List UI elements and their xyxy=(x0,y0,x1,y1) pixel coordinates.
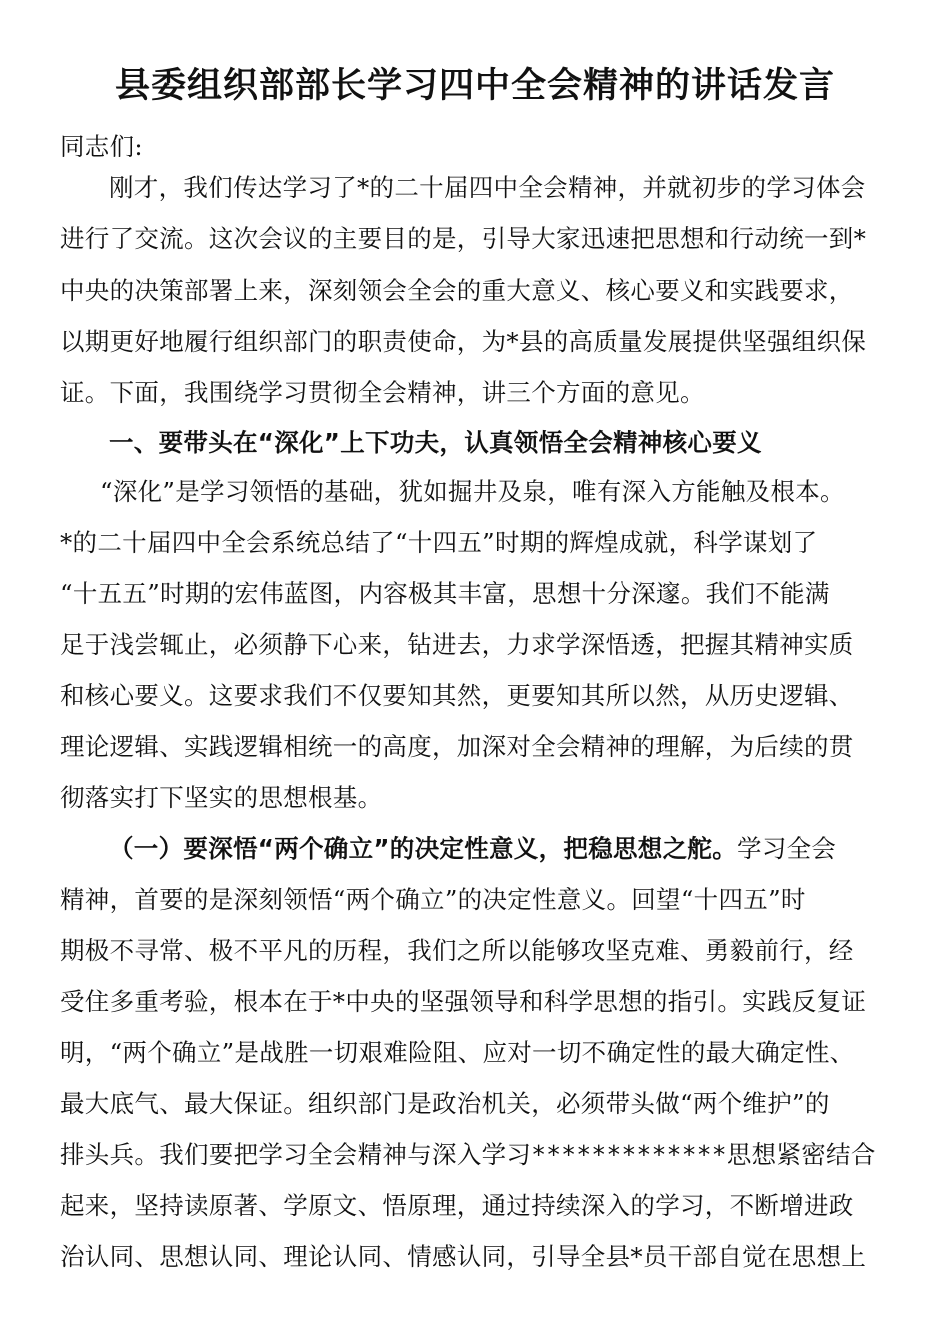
paragraph-line: 最大底气、最大保证。组织部门是政治机关，必须带头做“两个维护”的 xyxy=(60,1089,830,1118)
paragraph-line: 期极不寻常、极不平凡的历程，我们之所以能够攻坚克难、勇毅前行，经 xyxy=(60,936,854,965)
paragraph-line xyxy=(60,829,890,869)
document-title: 县委组织部部长学习四中全会精神的讲话发言 xyxy=(114,66,835,106)
greeting: 同志们: xyxy=(60,132,143,161)
paragraph-line: 中央的决策部署上来，深刻领会全会的重大意义、核心要义和实践要求， xyxy=(60,276,854,305)
paragraph-text: 思想紧密结合 xyxy=(726,1140,876,1169)
paragraph-line: 和核心要义。这要求我们不仅要知其然，更要知其所以然，从历史逻辑、 xyxy=(60,681,854,710)
paragraph-line: 彻落实打下坚实的思想根基。 xyxy=(60,783,383,812)
redacted-text: ************* xyxy=(531,1140,727,1169)
paragraph-line: 治认同、思想认同、理论认同、情感认同，引导全县*员干部自觉在思想上 xyxy=(60,1242,867,1271)
paragraph-line: 足于浅尝辄止，必须静下心来，钻进去，力求学深悟透，把握其精神实质 xyxy=(60,630,854,659)
paragraph-line: 精神，首要的是深刻领悟“两个确立”的决定性意义。回望“十四五”时 xyxy=(60,885,806,914)
paragraph-line: 以期更好地履行组织部门的职责使命，为*县的高质量发展提供坚强组织保 xyxy=(60,327,867,356)
section-heading: 一、要带头在“深化”上下功夫，认真领悟全会精神核心要义 xyxy=(109,428,762,457)
paragraph-line: 证。下面，我围绕学习贯彻全会精神，讲三个方面的意见。 xyxy=(60,378,705,407)
paragraph-line: *的二十届四中全会系统总结了“十四五”时期的辉煌成就，科学谋划了 xyxy=(60,528,818,557)
paragraph-line: 起来，坚持读原著、学原文、悟原理，通过持续深入的学习，不断增进政 xyxy=(60,1191,854,1220)
paragraph-text: 学习全会 xyxy=(737,834,837,863)
paragraph-text: 排头兵。我们要把学习全会精神与深入学习 xyxy=(60,1140,532,1169)
paragraph-line: 受住多重考验，根本在于*中央的坚强领导和科学思想的指引。实践反复证 xyxy=(60,987,867,1016)
paragraph-line: 进行了交流。这次会议的主要目的是，引导大家迅速把思想和行动统一到* xyxy=(60,224,867,253)
paragraph-line: 明，“两个确立”是战胜一切艰难险阻、应对一切不确定性的最大确定性、 xyxy=(60,1038,855,1067)
paragraph-line: 刚才，我们传达学习了*的二十届四中全会精神，并就初步的学习体会 xyxy=(109,173,866,202)
subsection-heading: （一）要深悟“两个确立”的决定性意义，把稳思想之舵。 xyxy=(109,834,738,863)
paragraph-line: 理论逻辑、实践逻辑相统一的高度，加深对全会精神的理解，为后续的贯 xyxy=(60,732,854,761)
paragraph-line: “十五五”时期的宏伟蓝图，内容极其丰富，思想十分深邃。我们不能满 xyxy=(60,579,830,608)
paragraph-line xyxy=(60,1135,890,1175)
paragraph-line: “深化”是学习领悟的基础，犹如掘井及泉，唯有深入方能触及根本。 xyxy=(100,477,845,506)
